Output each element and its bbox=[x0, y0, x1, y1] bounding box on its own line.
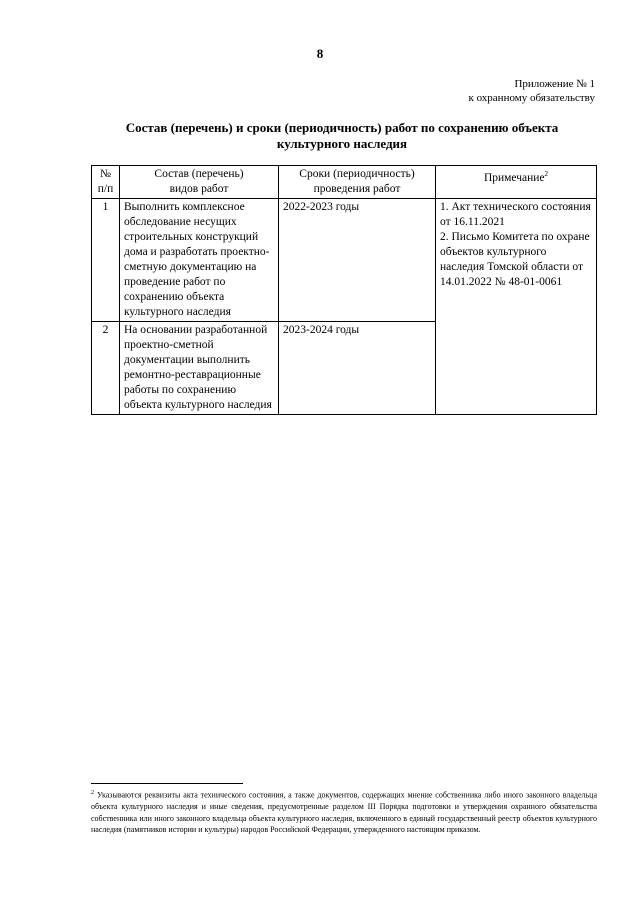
header-work bbox=[120, 166, 279, 199]
header-term-line-1: Сроки (периодичность) bbox=[299, 168, 415, 180]
note-item-2: 2. Письмо Комитета по охране объектов культурного наследия Томской области от 14.01.2022 № 48-01-0061 bbox=[440, 231, 590, 288]
table-row bbox=[92, 199, 597, 322]
header-note-label: Примечание bbox=[483, 171, 545, 184]
header-num bbox=[92, 166, 120, 199]
row-1-term: 2022-2023 годы bbox=[279, 199, 436, 322]
note-cell bbox=[436, 199, 597, 415]
footnote-separator bbox=[91, 783, 243, 784]
row-1-work: Выполнить комплексное обследование несущих строительных конструкций дома и разработать проектно-сметную документацию на проведение работ по сохранению объекта культурного наследия bbox=[120, 199, 279, 322]
header-work-line-1: Состав (перечень) bbox=[154, 168, 244, 180]
title-line-1: Состав (перечень) и сроки (периодичность) работ по сохранению объекта bbox=[125, 120, 559, 135]
header-note-footnote-ref[interactable]: 2 bbox=[544, 170, 549, 178]
note-item-1: 1. Акт технического состояния от 16.11.2021 bbox=[440, 201, 591, 228]
works-table bbox=[91, 165, 597, 415]
header-note bbox=[436, 166, 597, 199]
row-1-num: 1 bbox=[92, 199, 120, 322]
appendix-line-1: Приложение № 1 bbox=[514, 78, 595, 90]
table-header-row bbox=[92, 166, 597, 199]
appendix-line-2: к охранному обязательству bbox=[468, 92, 595, 104]
header-num-line-2: п/п bbox=[97, 183, 114, 195]
page-number: 8 bbox=[316, 46, 324, 61]
header-term-line-2: проведения работ bbox=[313, 183, 401, 195]
header-term bbox=[279, 166, 436, 199]
footnote-marker: 2 bbox=[91, 790, 94, 796]
footnote-text: Указываются реквизиты акта технического состояния, а также документов, содержащих мнение собственника либо иного законного владельца объекта культурного наследия и иные сведения, предусмотренные разделом III Порядка подготовки и утверждения охранного обязательства собственника или иного законного владельца объекта культурного наследия, включенного в единый государственный реестр объектов культурного наследия (памятников истории и культуры) народов Российской Федерации, утвержденного настоящим приказом. bbox=[91, 790, 597, 835]
row-2-work: На основании разработанной проектно-сметной документации выполнить ремонтно-реставрационные работы по сохранению объекта культурного наследия bbox=[120, 322, 279, 415]
header-num-line-1: № bbox=[100, 168, 111, 180]
row-2-num: 2 bbox=[92, 322, 120, 415]
title-line-2: культурного наследия bbox=[276, 136, 408, 151]
header-work-line-2: видов работ bbox=[169, 183, 229, 195]
footnote bbox=[91, 788, 597, 836]
appendix-caption bbox=[468, 77, 595, 105]
document-title bbox=[92, 120, 592, 152]
row-2-term: 2023-2024 годы bbox=[279, 322, 436, 415]
